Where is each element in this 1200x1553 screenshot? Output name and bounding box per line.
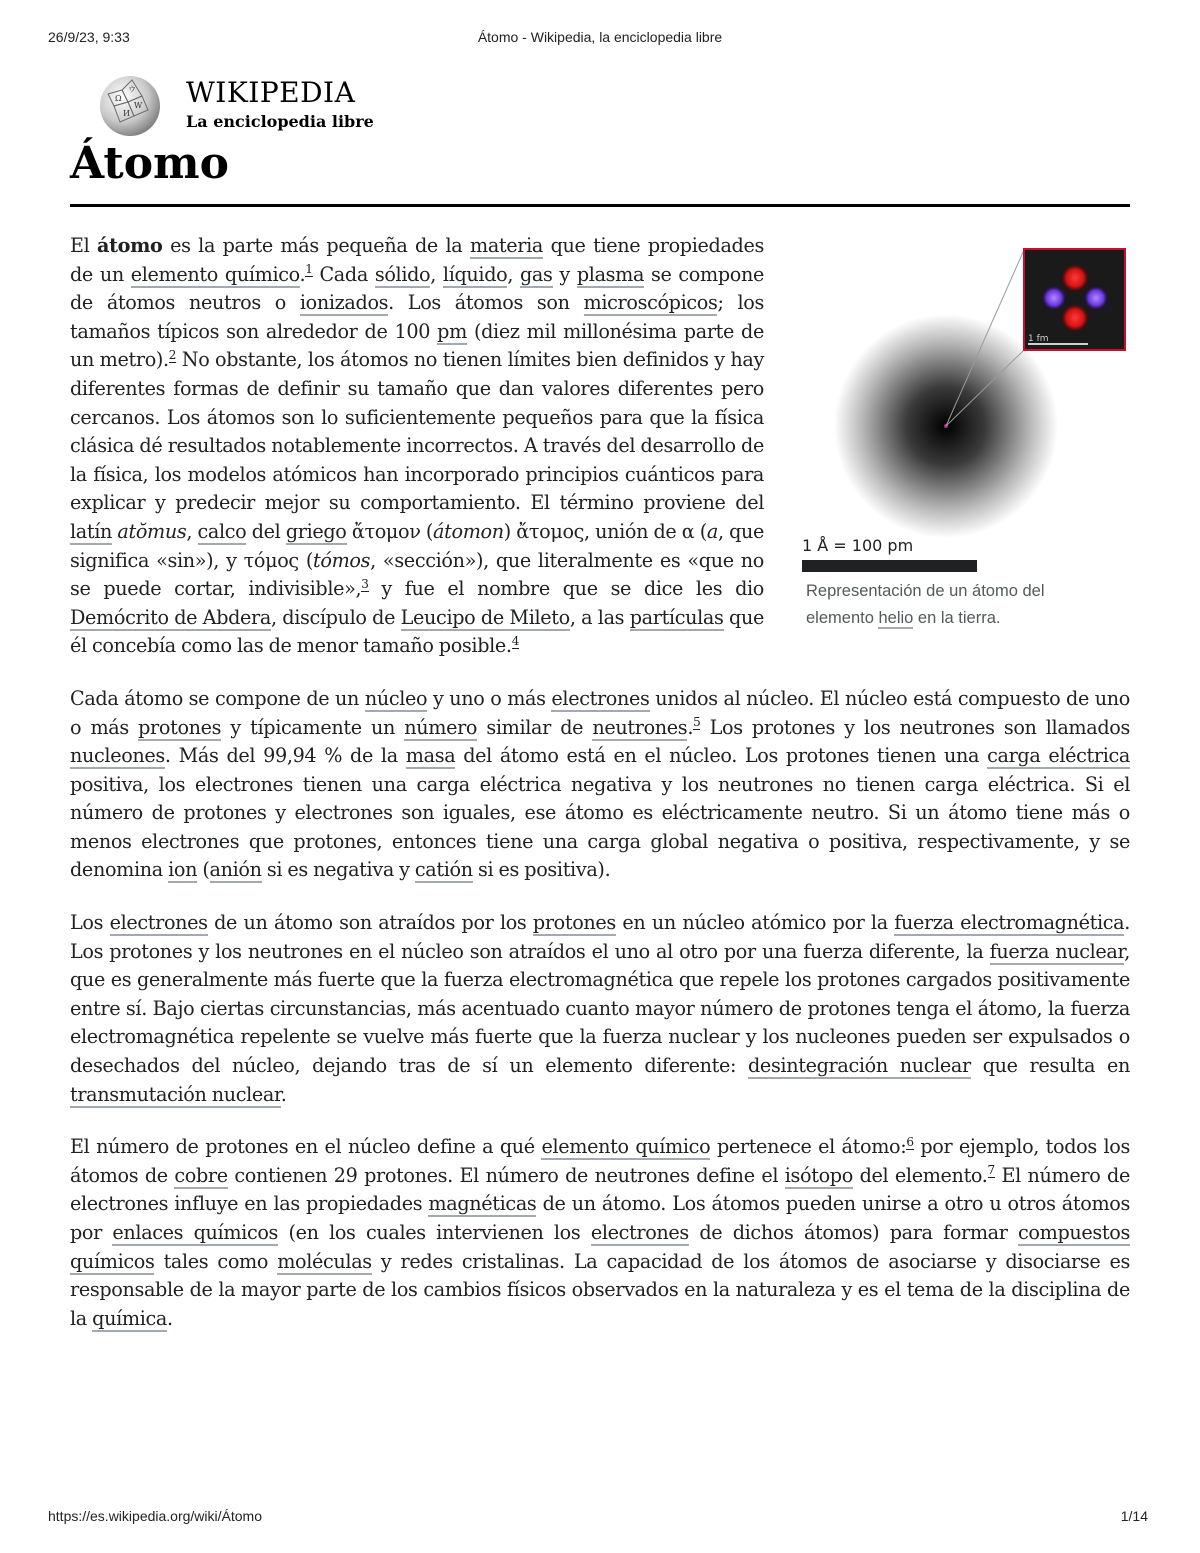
article-link[interactable]: materia	[469, 234, 543, 257]
article-link[interactable]: elemento químico	[130, 262, 300, 286]
wordmark: WIKIPEDIA	[186, 76, 356, 109]
text-run: del	[246, 519, 286, 543]
article-link[interactable]: electrones	[590, 1221, 689, 1244]
reference-link[interactable]: 4	[511, 633, 519, 648]
inset-scale-label: 1 fm	[1028, 334, 1049, 344]
text-run: que resulta en	[970, 1054, 1130, 1078]
text-run: (diez mil millonésima parte de un metro).	[70, 319, 764, 372]
article-link[interactable]: nucleones	[70, 744, 165, 768]
article-link[interactable]: cobre	[174, 1163, 228, 1187]
article-link[interactable]: Demócrito de Abdera	[70, 605, 271, 629]
text-run: similar de	[477, 715, 593, 739]
italic-term: a	[706, 519, 718, 543]
text-run: (	[197, 858, 210, 882]
article-link[interactable]: latín	[70, 519, 113, 543]
svg-text:ウ: ウ	[128, 85, 136, 94]
text-run: Los protones y los neutrones son llamados	[700, 715, 1130, 739]
article-link[interactable]: isótopo	[784, 1163, 853, 1187]
article-paragraph	[70, 232, 764, 661]
article-link[interactable]: gas	[520, 262, 553, 286]
text-run: . Más del 99,94 % de la	[164, 744, 406, 768]
tagline: La enciclopedia libre	[186, 112, 374, 131]
article-body	[70, 232, 1130, 1357]
italic-term: atŏmus	[117, 519, 187, 543]
article-link[interactable]: anión	[209, 858, 262, 882]
wikipedia-logo[interactable]	[98, 72, 378, 142]
article-link[interactable]: microscópicos	[583, 291, 718, 315]
article-link[interactable]: ionizados	[299, 291, 389, 315]
article-link[interactable]: moléculas	[277, 1249, 372, 1273]
text-run: Cada	[312, 262, 375, 286]
text-run: que tiene propiedades de un	[70, 234, 764, 286]
text-run: ) ἄτομος, unión de α (	[503, 519, 707, 543]
article-link[interactable]: sólido	[374, 262, 431, 286]
text-run: y redes cristalinas. La capacidad de los átomos de asociarse y disociarse es responsable de la mayor parte de los cambios físicos observados en la naturaleza y es el tema de la disciplina de la	[70, 1249, 1130, 1330]
article-link[interactable]: pm	[437, 319, 467, 343]
reference-marker	[305, 262, 312, 277]
text-run: positiva, los electrones tienen una carga eléctrica negativa y los neutrones no tienen carga eléctrica. Si el número de protones y electrones son iguales, ese átomo es eléctricamente neutro. Si un átomo tiene más o menos electrones que protones, entonces tiene una carga global negativa o positiva, respectivamente, y se denomina	[70, 772, 1130, 882]
title-divider	[70, 204, 1130, 207]
text-run: es la parte más pequeña de la	[162, 234, 470, 257]
article-link[interactable]: plasma	[576, 262, 645, 286]
article-link[interactable]: elemento químico	[541, 1135, 711, 1159]
text-run: y típicamente un	[221, 715, 405, 739]
reference-marker	[169, 348, 176, 363]
scale-label: 1 Å = 100 pm	[802, 536, 914, 555]
text-run: Cada átomo se compone de un	[70, 686, 365, 710]
svg-text:Ω: Ω	[115, 94, 122, 103]
text-run: en la tierra.	[913, 609, 1001, 627]
text-run: No obstante, los átomos no tienen límites bien definidos y hay diferentes formas de definir su tamaño que dan valores diferentes pero cercanos. Los átomos son lo suficientemente pequeños para que la física clásica dé resultados notablemente incorrectos. A través del desarrollo de la física, los modelos atómicos han incorporado principios cuánticos para explicar y predecir mejor su comportamiento. El término proviene del	[70, 348, 764, 515]
article-link[interactable]: enlaces químicos	[112, 1221, 279, 1244]
article-link[interactable]: fuerza electromagnética	[894, 911, 1125, 935]
text-run: en un núcleo atómico por la	[615, 911, 895, 935]
text-run: , que significa «sin»), y τόμος (	[70, 519, 765, 572]
text-run: , que es generalmente más fuerte que la fuerza electromagnética que repele los protones cargados positivamente entre sí. Bajo ciertas circunstancias, más acentuado cuanto mayor número de protones tenga el átomo, la fuerza electromagnética repelente se vuelve más fuerte que la fuerza nuclear y los nucleones pueden ser expulsados o desechados del núcleo, dejando tras de sí un elemento diferente:	[70, 939, 1130, 1078]
svg-text:W: W	[134, 101, 143, 110]
article-paragraph	[70, 685, 1130, 885]
text-run: de dichos átomos) para formar	[688, 1221, 1019, 1244]
print-page-number: 1/14	[1120, 1508, 1148, 1524]
article-link[interactable]: transmutación nuclear	[70, 1082, 281, 1106]
text-run: que él concebía como las de menor tamaño posible.	[70, 605, 764, 658]
text-run: del átomo está en el núcleo. Los protones tienen una	[455, 744, 988, 768]
article-link[interactable]: catión	[414, 858, 473, 882]
text-run: del elemento.	[852, 1163, 988, 1187]
text-run: ,	[507, 262, 520, 286]
text-run: .	[280, 1082, 287, 1106]
article-link[interactable]: electrones	[551, 686, 650, 710]
article-title: Átomo	[70, 138, 229, 189]
article-link[interactable]: desintegración nuclear	[748, 1054, 971, 1078]
bold-term: átomo	[97, 234, 163, 257]
text-run: de un átomo son atraídos por los	[207, 911, 533, 935]
article-link[interactable]: química	[92, 1306, 167, 1330]
text-run: por ejemplo, todos los átomos de	[70, 1135, 1131, 1187]
article-link[interactable]: masa	[405, 744, 456, 768]
text-run: unidos al núcleo. El núcleo está compuesto de uno o más	[70, 686, 1130, 739]
reference-link[interactable]: 5	[693, 715, 701, 730]
text-run: se compone de átomos neutros o	[70, 262, 764, 315]
article-link[interactable]: electrones	[109, 911, 208, 935]
text-run: , discípulo de	[270, 605, 401, 629]
text-run: . Los protones y los neutrones en el núcleo son atraídos el uno al otro por una fuerza diferente, la	[70, 911, 1131, 963]
article-link[interactable]: griego	[285, 519, 347, 543]
text-run: de un átomo. Los átomos pueden unirse a otro u otros átomos por	[70, 1192, 1130, 1244]
text-run: tales como	[154, 1249, 278, 1273]
article-link[interactable]: protones	[532, 911, 616, 935]
print-datetime: 26/9/23, 9:33	[48, 29, 130, 45]
article-link[interactable]: partículas	[629, 605, 724, 629]
text-run: ,	[186, 519, 198, 543]
article-link[interactable]: número	[404, 715, 478, 739]
text-run: ἄτομον (	[346, 519, 434, 543]
text-run: , a las	[569, 605, 630, 629]
text-run: Representación de un átomo del elemento	[806, 582, 1045, 627]
text-run: si es negativa y	[261, 858, 415, 882]
text-run: contienen 29 protones. El número de neutrones define el	[227, 1163, 785, 1187]
text-run: .	[166, 1306, 173, 1330]
text-run: y	[552, 262, 577, 286]
article-link[interactable]: compuestos químicos	[70, 1221, 1130, 1273]
article-link[interactable]: núcleo	[364, 686, 428, 710]
italic-term: tómos	[313, 548, 371, 572]
text-run: Los	[70, 911, 110, 935]
reference-link[interactable]: 2	[168, 347, 177, 362]
text-run: y fue el nombre que se dice les dio	[368, 577, 764, 601]
article-link[interactable]: Leucipo de Mileto	[400, 605, 570, 629]
article-link[interactable]: líquido	[442, 262, 508, 286]
article-link[interactable]: calco	[197, 519, 247, 543]
text-run: El	[70, 234, 98, 257]
text-run: El número de protones en el núcleo define a qué	[70, 1135, 542, 1159]
article-link[interactable]: protones	[138, 715, 222, 739]
reference-marker	[361, 577, 368, 592]
print-page-title: Átomo - Wikipedia, la enciclopedia libre	[477, 29, 723, 45]
text-run: .	[299, 262, 306, 286]
article-link[interactable]: ion	[168, 858, 198, 882]
reference-link[interactable]: 1	[305, 262, 313, 277]
reference-marker	[906, 1135, 913, 1150]
print-url: https://es.wikipedia.org/wiki/Átomo	[48, 1508, 262, 1524]
italic-term: átomon	[433, 519, 504, 543]
text-run: .	[687, 715, 694, 739]
svg-text:И: И	[123, 109, 130, 118]
text-run: El número de electrones influye en las propiedades	[70, 1163, 1130, 1216]
text-run: pertenece el átomo:	[710, 1135, 907, 1159]
text-run: si es positiva).	[472, 858, 611, 882]
article-paragraph	[70, 1133, 1130, 1333]
article-link[interactable]: magnéticas	[428, 1192, 537, 1216]
article-link[interactable]: neutrones	[592, 715, 688, 739]
text-run: ,	[430, 262, 443, 286]
text-run: y uno o más	[427, 686, 552, 710]
article-paragraph	[70, 909, 1130, 1109]
text-run: . Los átomos son	[388, 291, 584, 315]
reference-link[interactable]: 3	[361, 576, 369, 591]
reference-link[interactable]: 7	[987, 1163, 995, 1178]
reference-marker	[988, 1163, 995, 1178]
article-link[interactable]: helio	[878, 609, 914, 627]
article-link[interactable]: carga eléctrica	[987, 744, 1130, 768]
text-run: , «sección»), que literalmente es «que no se puede cortar, indivisible»,	[70, 548, 764, 601]
reference-link[interactable]: 6	[906, 1134, 914, 1149]
article-link[interactable]: fuerza nuclear	[989, 939, 1125, 963]
reference-marker	[512, 634, 519, 649]
text-run: (en los cuales intervienen los	[278, 1221, 591, 1244]
wikipedia-globe-icon	[98, 72, 162, 138]
text-run: ; los tamaños típicos son alrededor de 100	[70, 291, 764, 343]
